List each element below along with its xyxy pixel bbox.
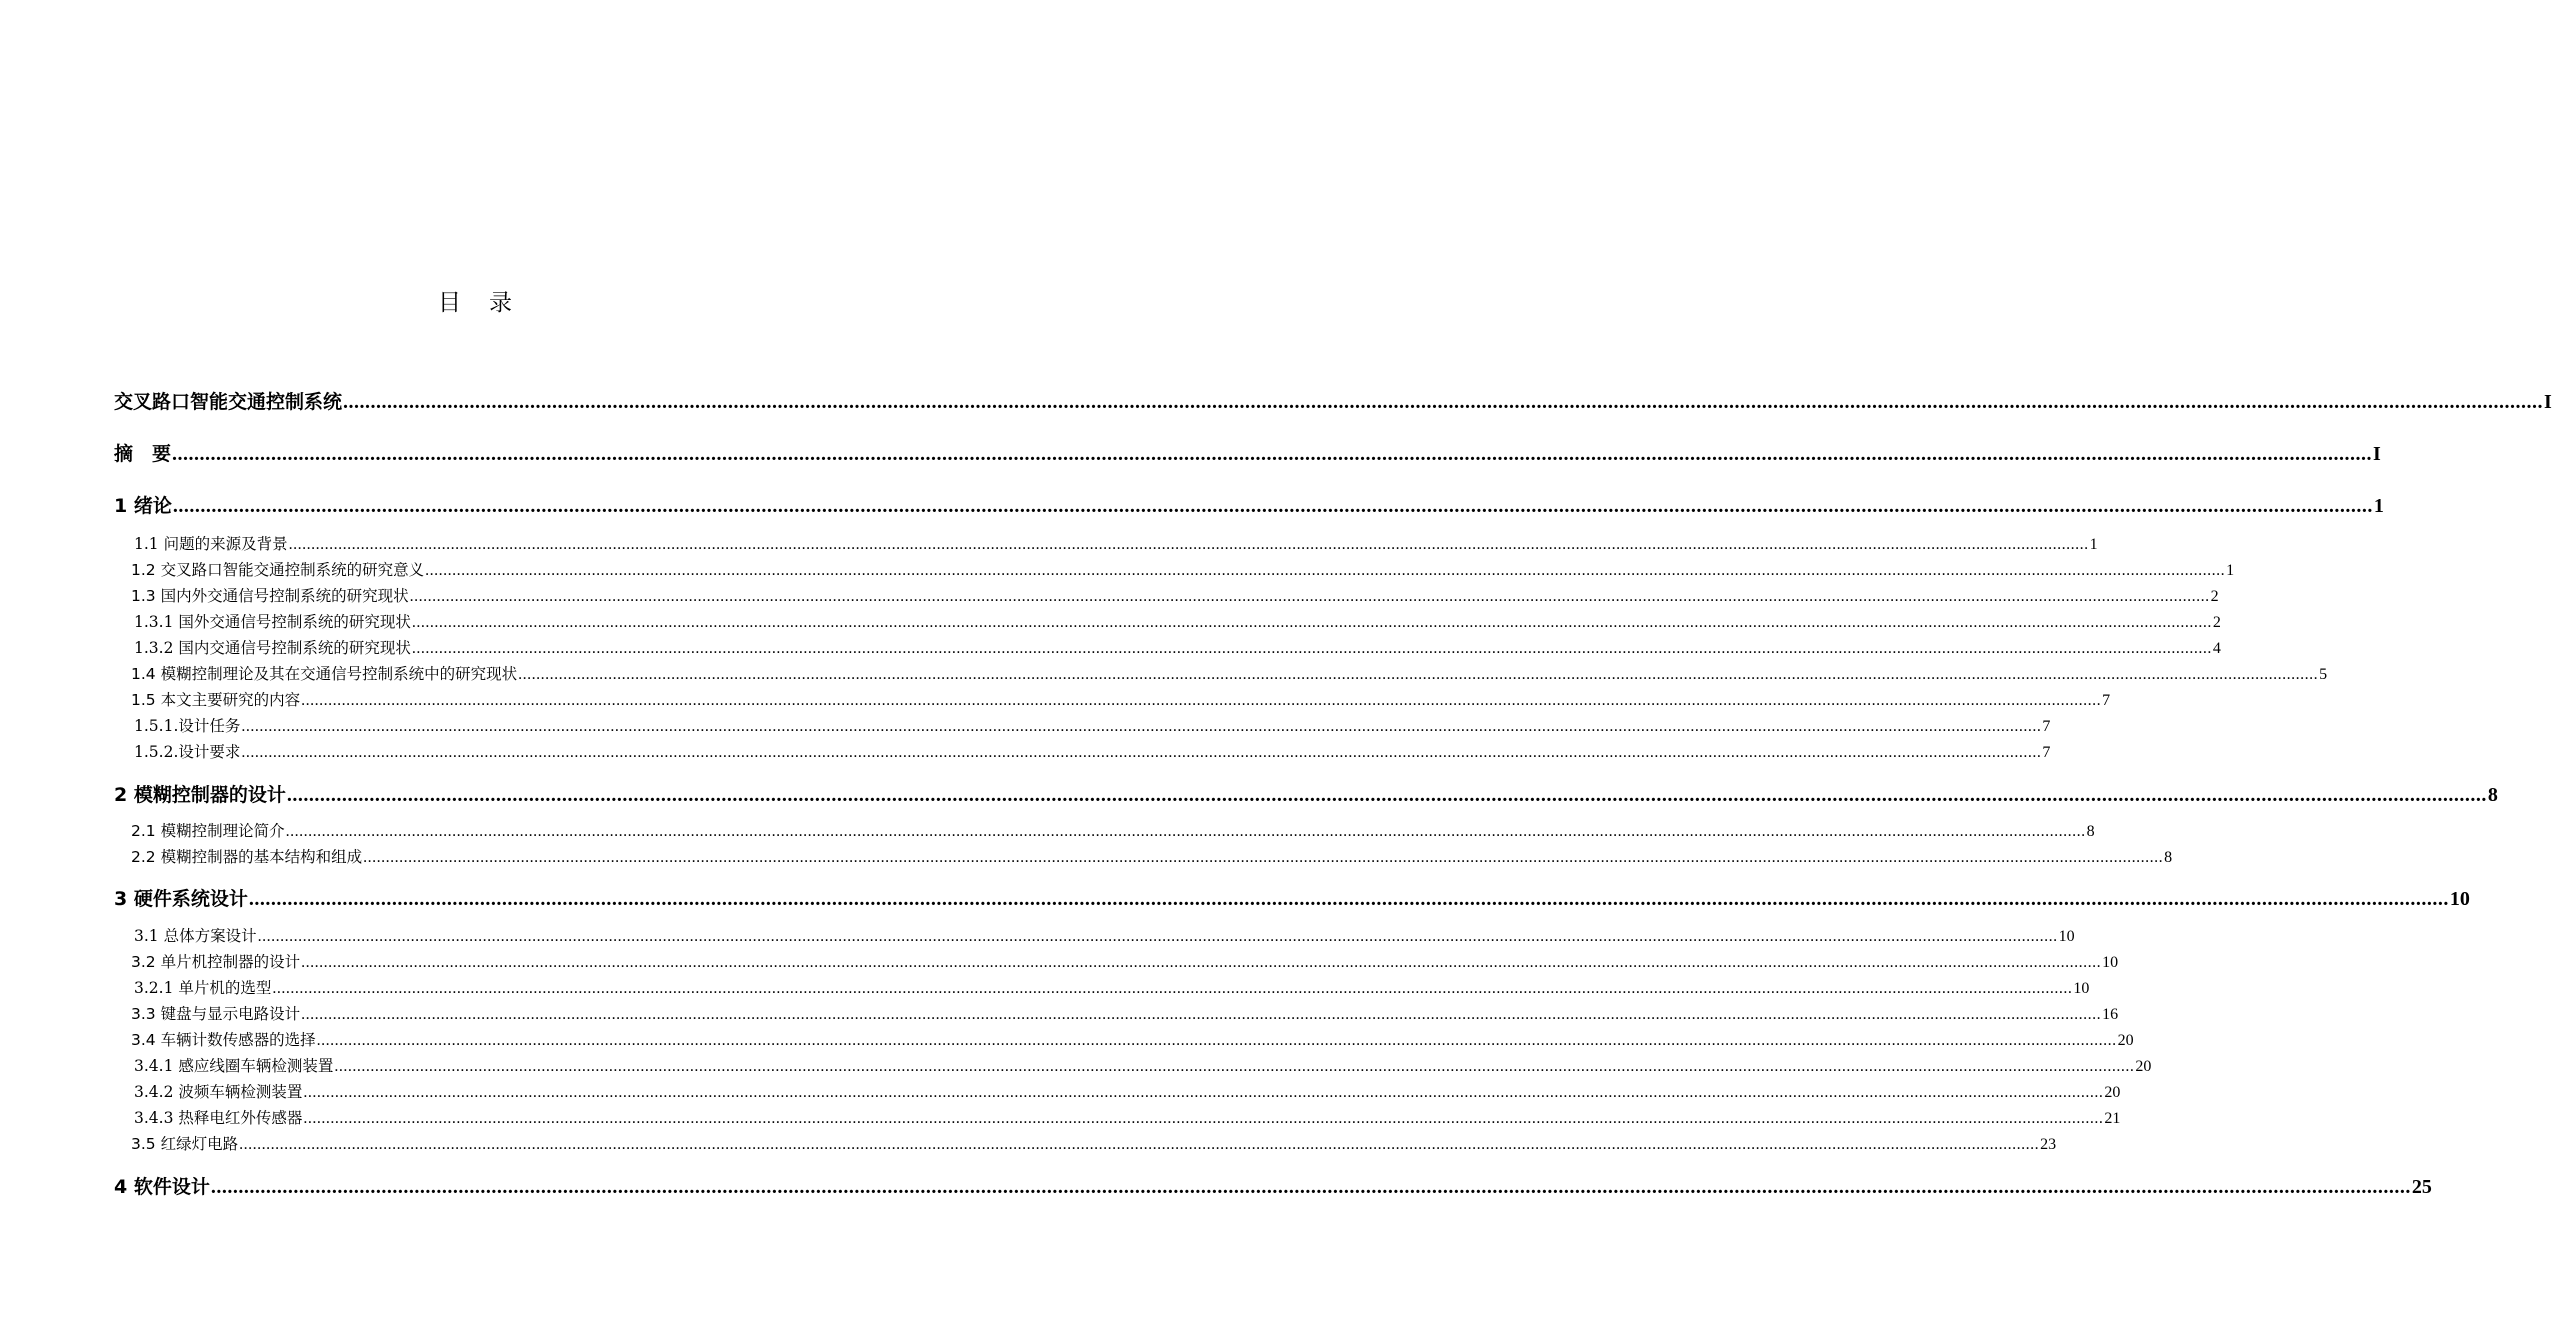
toc-entry[interactable] [114,491,2384,518]
toc-page-number: 7 [2102,692,2111,709]
dot-leader: ................................................................................................................................................................................................................................................................................................................................................................................................................ [248,888,2449,910]
toc-page-number: 16 [2102,1006,2119,1023]
dot-leader: ................................................................................................................................................................................................................................................................................................................................................................................................................ [239,1136,2040,1153]
toc-entry-label: 1.3.2 国内交通信号控制系统的研究现状 [134,639,411,657]
dot-leader: ................................................................................................................................................................................................................................................................................................................................................................................................................ [409,588,2210,605]
toc-entry-label: 3.4 车辆计数传感器的选择 [131,1031,316,1049]
toc-entry[interactable] [114,884,2470,911]
toc-entry[interactable] [131,845,2173,867]
dot-leader: ................................................................................................................................................................................................................................................................................................................................................................................................................ [411,614,2212,631]
toc-entry-label: 3.2.1 单片机的选型 [134,979,272,997]
dot-leader: ................................................................................................................................................................................................................................................................................................................................................................................................................ [303,1084,2104,1101]
dot-leader: ................................................................................................................................................................................................................................................................................................................................................................................................................ [241,718,2042,735]
dot-leader: ................................................................................................................................................................................................................................................................................................................................................................................................................ [172,443,2373,465]
toc-entry[interactable] [131,950,2119,972]
toc-entry-label: 3.5 红绿灯电路 [131,1135,239,1153]
toc-page-number: 1 [2089,536,2098,553]
toc-entry[interactable] [134,1054,2152,1076]
dot-leader: ................................................................................................................................................................................................................................................................................................................................................................................................................ [334,1058,2135,1075]
dot-leader: ................................................................................................................................................................................................................................................................................................................................................................................................................ [172,495,2373,517]
toc-page-number: I [2544,391,2552,413]
toc-entry-label: 2 模糊控制器的设计 [114,784,286,806]
toc-entry-label: 3.4.2 波频车辆检测装置 [134,1083,303,1101]
toc-page-number: 8 [2487,784,2498,806]
toc-entry-label: 1.5 本文主要研究的内容 [131,691,301,709]
toc-entry[interactable] [134,532,2098,554]
toc-entry-label: 1.2 交叉路口智能交通控制系统的研究意义 [131,561,425,579]
dot-leader: ................................................................................................................................................................................................................................................................................................................................................................................................................ [272,980,2073,997]
toc-entry-label: 3.4.1 感应线圈车辆检测装置 [134,1057,334,1075]
dot-leader: ................................................................................................................................................................................................................................................................................................................................................................................................................ [411,640,2212,657]
toc-page-number: 2 [2212,614,2221,631]
toc-entry[interactable] [131,819,2095,841]
toc-entry[interactable] [134,714,2051,736]
toc-page-number: 20 [2104,1084,2121,1101]
dot-leader: ................................................................................................................................................................................................................................................................................................................................................................................................................ [303,1110,2104,1127]
toc-entry[interactable] [114,439,2381,466]
dot-leader: ................................................................................................................................................................................................................................................................................................................................................................................................................ [286,784,2487,806]
toc-title: 目录 [438,290,540,316]
toc-page-number: 23 [2040,1136,2057,1153]
toc-entry[interactable] [134,924,2075,946]
toc-page-number: 21 [2104,1110,2121,1127]
toc-page-number: 8 [2164,849,2173,866]
toc-entry[interactable] [114,387,2552,414]
toc-entry-label: 4 软件设计 [114,1176,210,1198]
toc-page-number: 10 [2449,888,2470,910]
toc-page-number: 2 [2210,588,2219,605]
toc-page-number: 10 [2058,928,2075,945]
toc-entry[interactable] [114,1172,2432,1199]
toc-entry[interactable] [131,688,2111,710]
toc-page-number: 20 [2117,1032,2134,1049]
toc-entry-label: 摘 要 [114,443,172,465]
toc-entry[interactable] [131,1002,2119,1024]
toc-entry-label: 3.3 键盘与显示电路设计 [131,1005,301,1023]
toc-entry-label: 1 绪论 [114,495,172,517]
toc-page-number: 10 [2073,980,2090,997]
toc-entry-label: 1.5.2.设计要求 [134,743,241,761]
toc-entry-label: 2.1 模糊控制理论简介 [131,822,285,840]
toc-entry-label: 3.1 总体方案设计 [134,927,257,945]
dot-leader: ................................................................................................................................................................................................................................................................................................................................................................................................................ [425,562,2226,579]
toc-entry[interactable] [131,584,2219,606]
toc-entry-label: 交叉路口智能交通控制系统 [114,391,343,413]
toc-entry-label: 2.2 模糊控制器的基本结构和组成 [131,848,363,866]
toc-entry[interactable] [134,1106,2121,1128]
toc-entry-label: 1.1 问题的来源及背景 [134,535,288,553]
toc-entry-label: 1.5.1.设计任务 [134,717,241,735]
toc-entry-label: 3.4.3 热释电红外传感器 [134,1109,303,1127]
toc-entry[interactable] [134,1080,2121,1102]
dot-leader: ................................................................................................................................................................................................................................................................................................................................................................................................................ [241,744,2042,761]
toc-entry-label: 3 硬件系统设计 [114,888,248,910]
toc-page-number: I [2373,443,2381,465]
dot-leader: ................................................................................................................................................................................................................................................................................................................................................................................................................ [257,928,2058,945]
toc-page-number: 1 [2226,562,2235,579]
dot-leader: ................................................................................................................................................................................................................................................................................................................................................................................................................ [301,1006,2102,1023]
toc-entry[interactable] [134,740,2051,762]
dot-leader: ................................................................................................................................................................................................................................................................................................................................................................................................................ [285,823,2086,840]
toc-entry-label: 3.2 单片机控制器的设计 [131,953,301,971]
toc-entry[interactable] [134,636,2221,658]
toc-entry[interactable] [131,558,2235,580]
toc-entry[interactable] [131,1132,2057,1154]
toc-page-number: 20 [2135,1058,2152,1075]
toc-entry[interactable] [114,780,2498,807]
dot-leader: ................................................................................................................................................................................................................................................................................................................................................................................................................ [288,536,2089,553]
dot-leader: ................................................................................................................................................................................................................................................................................................................................................................................................................ [316,1032,2117,1049]
dot-leader: ................................................................................................................................................................................................................................................................................................................................................................................................................ [518,666,2319,683]
toc-page-number: 7 [2042,718,2051,735]
toc-entry-label: 1.4 模糊控制理论及其在交通信号控制系统中的研究现状 [131,665,518,683]
dot-leader: ................................................................................................................................................................................................................................................................................................................................................................................................................ [301,692,2102,709]
toc-entry[interactable] [134,976,2090,998]
toc-entry[interactable] [131,1028,2134,1050]
toc-entry[interactable] [131,662,2328,684]
toc-entry-label: 1.3 国内外交通信号控制系统的研究现状 [131,587,409,605]
toc-entry-label: 1.3.1 国外交通信号控制系统的研究现状 [134,613,411,631]
toc-page-number: 8 [2086,823,2095,840]
dot-leader: ................................................................................................................................................................................................................................................................................................................................................................................................................ [343,391,2544,413]
toc-page-number: 4 [2212,640,2221,657]
toc-page-number: 1 [2373,495,2384,517]
toc-page-number: 7 [2042,744,2051,761]
dot-leader: ................................................................................................................................................................................................................................................................................................................................................................................................................ [363,849,2164,866]
toc-page-number: 5 [2319,666,2328,683]
dot-leader: ................................................................................................................................................................................................................................................................................................................................................................................................................ [210,1176,2411,1198]
toc-page-number: 25 [2411,1176,2432,1198]
toc-entry[interactable] [134,610,2221,632]
dot-leader: ................................................................................................................................................................................................................................................................................................................................................................................................................ [301,954,2102,971]
toc-page-number: 10 [2102,954,2119,971]
